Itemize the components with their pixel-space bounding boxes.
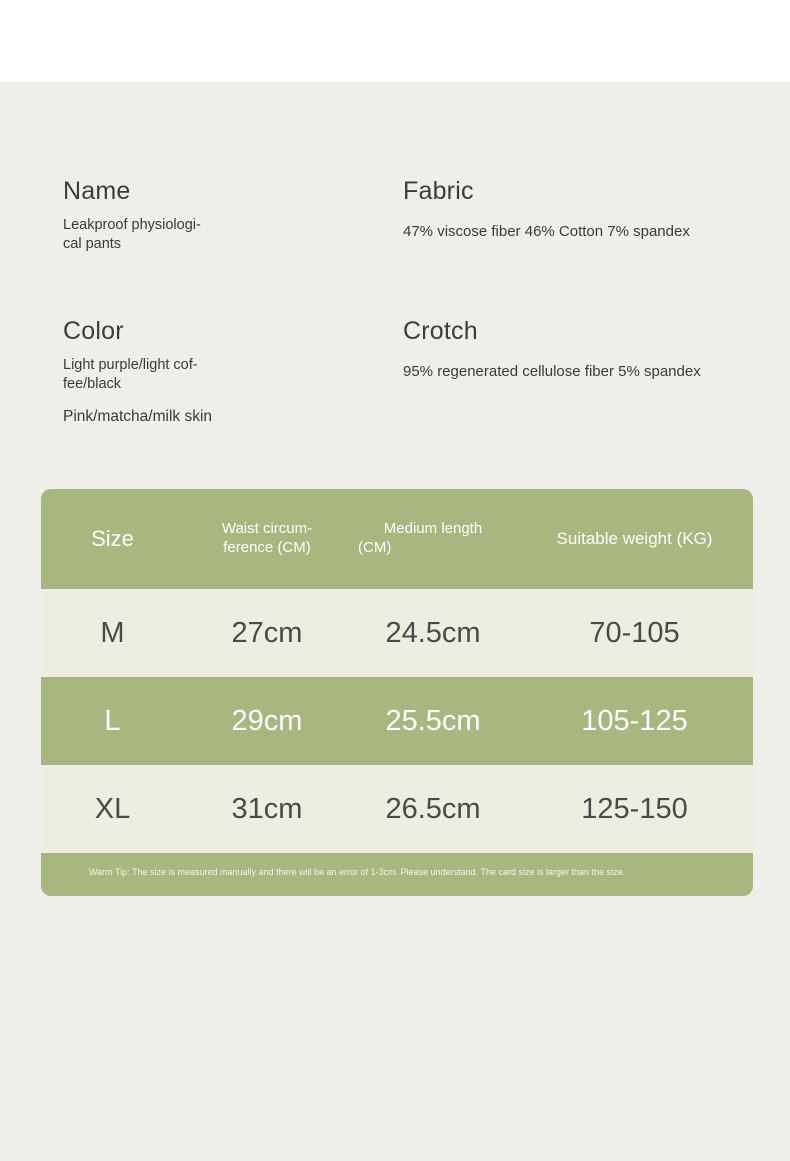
header-label-length-line1: Medium length xyxy=(383,520,483,538)
table-row xyxy=(41,765,753,853)
header-cell-length xyxy=(350,520,516,558)
spec-color-value xyxy=(63,356,213,395)
spec-name-title: Name xyxy=(63,177,131,205)
header-label-weight: Suitable weight (KG) xyxy=(556,529,713,549)
row-xl-waist: 31cm xyxy=(231,792,303,825)
spec-fabric-value: 47% viscose fiber 46% Cotton 7% spandex xyxy=(403,222,690,240)
row-l-waist: 29cm xyxy=(231,704,303,737)
spec-name-value-line1: Leakproof physiologi- xyxy=(63,216,201,233)
specs-row-2 xyxy=(0,292,790,462)
header-cell-size xyxy=(41,525,184,553)
spec-crotch-value: 95% regenerated cellulose fiber 5% spandex xyxy=(403,362,701,380)
spec-color-extra: Pink/matcha/milk skin xyxy=(63,407,213,425)
spec-color xyxy=(63,318,213,428)
spec-crotch-title: Crotch xyxy=(403,317,478,345)
header-label-waist-line2: ference (CM) xyxy=(223,539,311,556)
warm-tip-note: Warm Tip: The size is measured manually and there will be an error of 1-3cm. Please understand. The card size is larger than the size. xyxy=(41,853,753,896)
spec-fabric-title: Fabric xyxy=(403,177,474,205)
header-label-size: Size xyxy=(91,526,134,552)
row-m-weight: 70-105 xyxy=(589,616,680,649)
specs-section xyxy=(0,92,790,462)
table-row xyxy=(41,677,753,765)
row-xl-size: XL xyxy=(94,792,131,825)
table-row xyxy=(41,589,753,677)
row-l-weight: 105-125 xyxy=(581,704,688,737)
size-table xyxy=(41,489,753,896)
row-m-size: M xyxy=(100,616,125,649)
row-xl-length: 26.5cm xyxy=(385,792,481,825)
spec-crotch xyxy=(403,318,701,382)
spec-name xyxy=(63,178,213,255)
specs-row-1 xyxy=(0,92,790,292)
header-cell-waist xyxy=(184,520,350,558)
spec-name-value xyxy=(63,216,213,255)
spec-color-title: Color xyxy=(63,317,124,345)
header-cell-weight xyxy=(516,528,753,549)
header-label-waist-line1: Waist circum- xyxy=(221,520,313,538)
row-xl-weight: 125-150 xyxy=(581,792,688,825)
header-label-length-line2: (CM) xyxy=(358,539,392,556)
spec-name-value-line2: cal pants xyxy=(63,236,122,253)
size-table-header-row xyxy=(41,489,753,589)
row-m-waist: 27cm xyxy=(231,616,303,649)
spec-color-value-line2: fee/black xyxy=(63,376,122,393)
spec-color-value-line1: Light purple/light cof- xyxy=(63,356,198,373)
row-l-size: L xyxy=(104,704,121,737)
row-m-length: 24.5cm xyxy=(385,616,481,649)
row-l-length: 25.5cm xyxy=(385,704,481,737)
spec-fabric xyxy=(403,178,690,242)
